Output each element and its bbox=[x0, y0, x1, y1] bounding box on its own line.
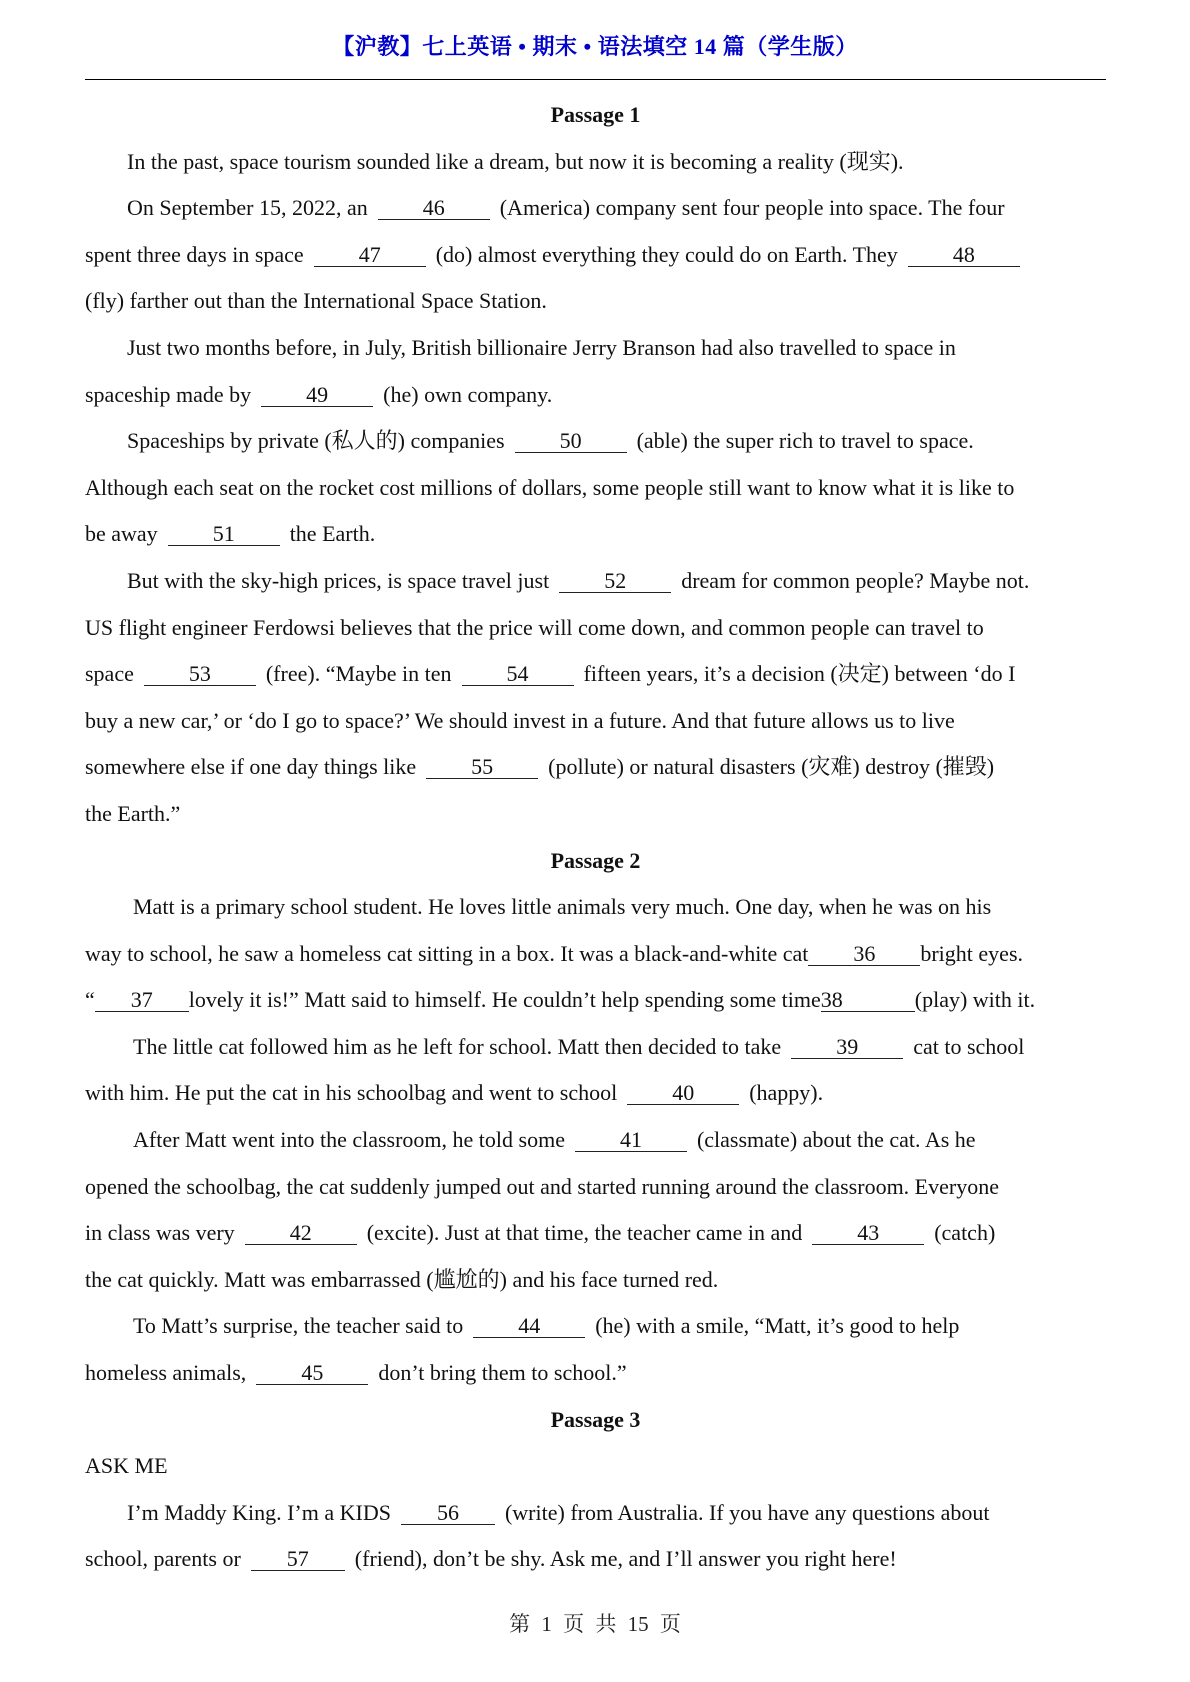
passage-3-line-1 bbox=[85, 1490, 1115, 1537]
text-segment: homeless animals, bbox=[85, 1360, 247, 1386]
passage-2-line-10 bbox=[85, 1303, 1115, 1350]
passage-1-line-9 bbox=[85, 511, 1115, 558]
text-segment: (write) from Australia. If you have any questions about bbox=[504, 1499, 990, 1525]
blank-51[interactable]: 51 bbox=[168, 523, 280, 546]
text-segment: bright eyes. bbox=[920, 940, 1024, 966]
passage-1-line-10 bbox=[85, 558, 1115, 605]
text-segment: Although each seat on the rocket cost millions of dollars, some people still want to know what it is like to bbox=[85, 474, 1015, 500]
text-segment: (play) with it. bbox=[914, 987, 1036, 1013]
text-segment: “ bbox=[85, 987, 95, 1013]
passage-2-line-3 bbox=[85, 977, 1115, 1024]
document-body bbox=[85, 92, 1115, 1583]
passage-2-line-6 bbox=[85, 1117, 1115, 1164]
blank-36[interactable]: 36 bbox=[808, 943, 920, 966]
text-segment: US flight engineer Ferdowsi believes that the price will come down, and common people can travel to bbox=[85, 614, 984, 640]
header-divider bbox=[85, 79, 1106, 80]
passage-2-line-5 bbox=[85, 1070, 1115, 1117]
passage-1-line-6 bbox=[85, 372, 1115, 419]
text-segment: spaceship made by bbox=[85, 381, 252, 407]
blank-56[interactable]: 56 bbox=[401, 1502, 495, 1525]
passage-1-line-1 bbox=[85, 139, 1115, 186]
passage-3-line-2 bbox=[85, 1536, 1115, 1583]
text-segment: (fly) farther out than the International Space Station. bbox=[85, 288, 547, 314]
text-segment: (America) company sent four people into space. The four bbox=[499, 195, 1005, 221]
passage-1-line-15 bbox=[85, 791, 1115, 838]
text-segment: with him. He put the cat in his schoolbag and went to school bbox=[85, 1080, 618, 1106]
passage-1-line-4 bbox=[85, 278, 1115, 325]
blank-41[interactable]: 41 bbox=[575, 1129, 687, 1152]
passage-2-line-4 bbox=[85, 1024, 1115, 1071]
blank-37[interactable]: 37 bbox=[95, 989, 189, 1012]
blank-48[interactable]: 48 bbox=[908, 244, 1020, 267]
blank-53[interactable]: 53 bbox=[144, 663, 256, 686]
passage-1-line-8 bbox=[85, 465, 1115, 512]
passage-1-heading: Passage 1 bbox=[550, 102, 641, 127]
passage-2-line-2 bbox=[85, 931, 1115, 978]
blank-57[interactable]: 57 bbox=[251, 1548, 345, 1571]
text-segment: (able) the super rich to travel to space. bbox=[636, 428, 974, 454]
text-segment: (he) own company. bbox=[383, 381, 553, 407]
text-segment: (free). “Maybe in ten bbox=[265, 661, 452, 687]
text-segment: (he) with a smile, “Matt, it’s good to help bbox=[595, 1313, 960, 1339]
text-segment: In the past, space tourism sounded like a dream, but now it is becoming a reality (现实). bbox=[127, 148, 904, 174]
passage-1-line-11 bbox=[85, 605, 1115, 652]
document-title: 【沪教】七上英语 • 期末 • 语法填空 14 篇（学生版） bbox=[332, 34, 858, 59]
blank-50[interactable]: 50 bbox=[515, 430, 627, 453]
passage-1-line-3 bbox=[85, 232, 1115, 279]
passage-2-line-1 bbox=[85, 884, 1115, 931]
text-segment: space bbox=[85, 661, 134, 687]
passage-1-line-13 bbox=[85, 698, 1115, 745]
text-segment: After Matt went into the classroom, he told some bbox=[133, 1127, 565, 1153]
passage-1-line-2 bbox=[85, 185, 1115, 232]
passage-3-subtitle: ASK ME bbox=[85, 1453, 168, 1479]
blank-47[interactable]: 47 bbox=[314, 244, 426, 267]
blank-45[interactable]: 45 bbox=[256, 1362, 368, 1385]
text-segment: (catch) bbox=[934, 1220, 996, 1246]
passage-2-line-8 bbox=[85, 1210, 1115, 1257]
text-segment: The little cat followed him as he left for school. Matt then decided to take bbox=[133, 1033, 782, 1059]
text-segment: fifteen years, it’s a decision (决定) between ‘do I bbox=[583, 661, 1016, 687]
passage-1-line-7 bbox=[85, 418, 1115, 465]
text-segment: (do) almost everything they could do on Earth. They bbox=[435, 241, 898, 267]
text-segment: Just two months before, in July, British billionaire Jerry Branson had also travelled to space in bbox=[127, 334, 956, 360]
text-segment: somewhere else if one day things like bbox=[85, 754, 417, 780]
text-segment: Spaceships by private (私人的) companies bbox=[127, 428, 505, 454]
blank-39[interactable]: 39 bbox=[791, 1036, 903, 1059]
passage-3-heading: Passage 3 bbox=[550, 1406, 641, 1432]
blank-49[interactable]: 49 bbox=[261, 384, 373, 407]
text-segment: To Matt’s surprise, the teacher said to bbox=[133, 1313, 464, 1339]
text-segment: But with the sky-high prices, is space travel just bbox=[127, 567, 550, 593]
text-segment: (friend), don’t be shy. Ask me, and I’ll answer you right here! bbox=[354, 1546, 897, 1572]
passage-2-heading: Passage 2 bbox=[550, 847, 641, 873]
text-segment: (classmate) about the cat. As he bbox=[696, 1127, 976, 1153]
text-segment: the Earth.” bbox=[85, 800, 181, 826]
passage-1-line-12 bbox=[85, 651, 1115, 698]
passage-1-line-14 bbox=[85, 744, 1115, 791]
blank-46[interactable]: 46 bbox=[378, 197, 490, 220]
text-segment: the Earth. bbox=[289, 521, 376, 547]
text-segment: in class was very bbox=[85, 1220, 235, 1246]
text-segment: Matt is a primary school student. He loves little animals very much. One day, when he was on his bbox=[133, 894, 992, 920]
blank-40[interactable]: 40 bbox=[627, 1082, 739, 1105]
text-segment: lovely it is!” Matt said to himself. He couldn’t help spending some time bbox=[188, 987, 821, 1013]
text-segment: (pollute) or natural disasters (灾难) destroy (摧毁) bbox=[548, 754, 995, 780]
text-segment: don’t bring them to school.” bbox=[378, 1360, 627, 1386]
blank-54[interactable]: 54 bbox=[462, 663, 574, 686]
text-segment: school, parents or bbox=[85, 1546, 241, 1572]
text-segment: spent three days in space bbox=[85, 241, 304, 267]
passage-2-line-9 bbox=[85, 1257, 1115, 1304]
text-segment: the cat quickly. Matt was embarrassed (尴尬的) and his face turned red. bbox=[85, 1266, 719, 1292]
text-segment: I’m Maddy King. I’m a KIDS bbox=[127, 1499, 391, 1525]
blank-38[interactable]: 38 bbox=[821, 989, 915, 1012]
passage-2-line-7 bbox=[85, 1164, 1115, 1211]
blank-42[interactable]: 42 bbox=[245, 1222, 357, 1245]
text-segment: (happy). bbox=[749, 1080, 824, 1106]
text-segment: way to school, he saw a homeless cat sitting in a box. It was a black-and-white cat bbox=[85, 940, 809, 966]
page-number-footer: 第 1 页 共 15 页 bbox=[509, 1612, 681, 1636]
text-segment: be away bbox=[85, 521, 158, 547]
text-segment: dream for common people? Maybe not. bbox=[681, 567, 1030, 593]
blank-55[interactable]: 55 bbox=[426, 756, 538, 779]
blank-52[interactable]: 52 bbox=[559, 570, 671, 593]
blank-43[interactable]: 43 bbox=[812, 1222, 924, 1245]
passage-1-line-5 bbox=[85, 325, 1115, 372]
text-segment: opened the schoolbag, the cat suddenly jumped out and started running around the classroom. Everyone bbox=[85, 1173, 999, 1199]
blank-44[interactable]: 44 bbox=[473, 1315, 585, 1338]
text-segment: On September 15, 2022, an bbox=[127, 195, 368, 221]
passage-2-line-11 bbox=[85, 1350, 1115, 1397]
text-segment: cat to school bbox=[913, 1033, 1025, 1059]
text-segment: (excite). Just at that time, the teacher came in and bbox=[366, 1220, 803, 1246]
text-segment: buy a new car,’ or ‘do I go to space?’ We should invest in a future. And that future allows us to live bbox=[85, 707, 955, 733]
